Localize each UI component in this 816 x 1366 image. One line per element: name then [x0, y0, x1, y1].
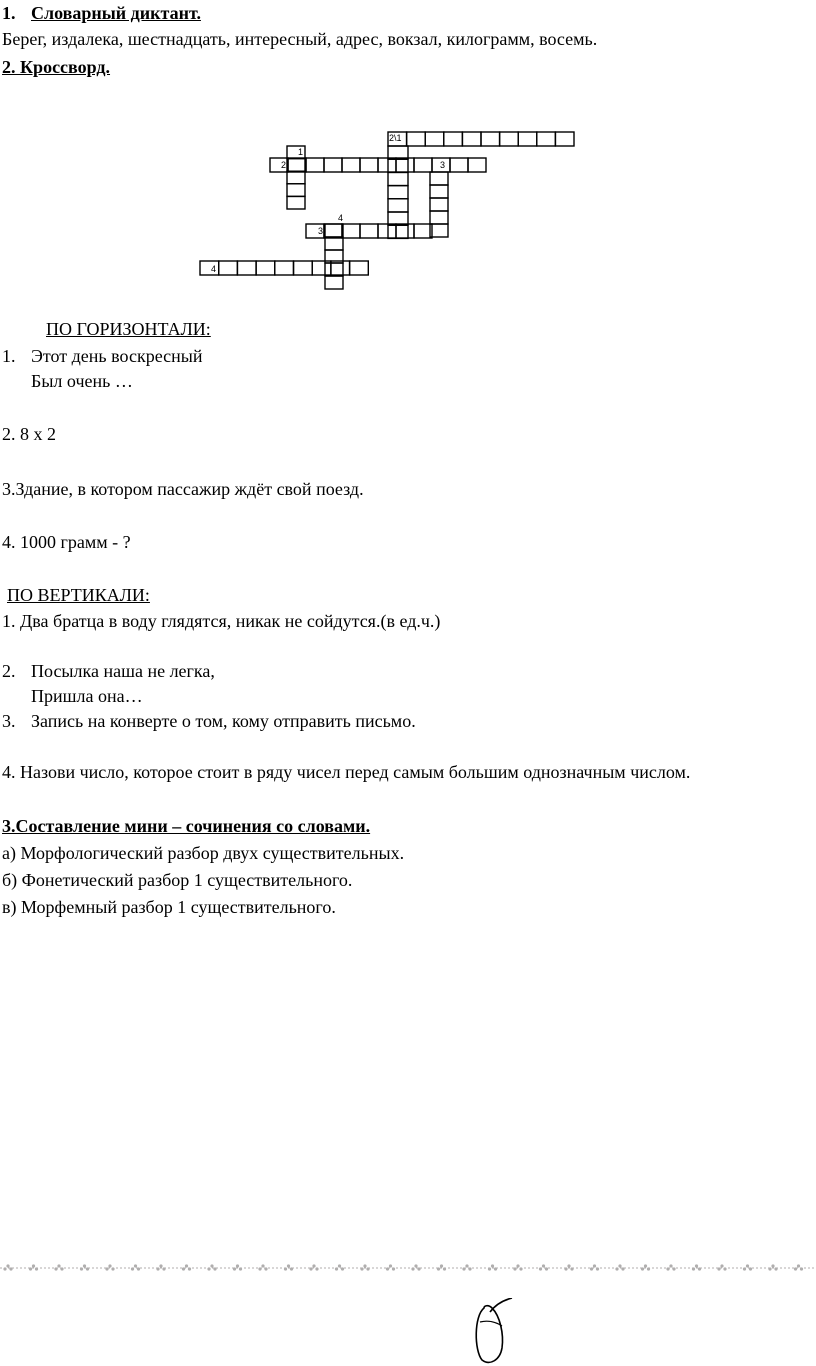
crossword-cell [287, 159, 305, 172]
crossword-cell [275, 261, 294, 275]
crossword-cell [396, 224, 414, 238]
crossword-cell [325, 224, 343, 237]
clue-number-h2: 2 [281, 160, 287, 170]
section3-item-a: а) Морфологический разбор двух существительных. [2, 843, 405, 863]
crossword-cell [325, 237, 343, 250]
vertical-clue-1: 1. Два братца в воду глядятся, никак не сойдутся.(в ед.ч.) [2, 611, 441, 631]
horizontal-clue-3: 3.Здание, в котором пассажир ждёт свой поезд. [2, 479, 364, 499]
crossword-cell [287, 184, 305, 197]
clue-number-v4: 4 [338, 213, 344, 223]
crossword-cell [388, 172, 408, 185]
vertical-clue-2 [2, 660, 215, 682]
crossword-cell [430, 198, 448, 211]
crossword-cell [388, 159, 408, 172]
crossword-cell [414, 224, 432, 238]
crossword-cell [407, 132, 426, 146]
section3-title: 3.Составление мини – сочинения со словами. [2, 816, 371, 836]
crossword-cell [287, 196, 305, 209]
crossword-cell [288, 158, 306, 172]
crossword-cell [325, 276, 343, 289]
vertical-clue-3-number: 3. [2, 711, 16, 731]
crossword-cell [388, 186, 408, 199]
handwritten-doodle [470, 1298, 530, 1366]
crossword-cell [325, 263, 343, 276]
vertical-clue-3 [2, 710, 416, 732]
horizontal-clue-1-number: 1. [2, 346, 16, 366]
crossword-cell [287, 171, 305, 184]
crossword-cell [294, 261, 313, 275]
vertical-clue-2-line1: Посылка наша не легка, [31, 661, 215, 681]
crossword-cell [378, 224, 396, 238]
vertical-clue-2-number: 2. [2, 661, 16, 681]
crossword-cell [219, 261, 238, 275]
section2-title: 2. Кроссворд. [2, 57, 111, 77]
crossword-cell [388, 199, 408, 212]
clue-number-v2-h1: 2\1 [389, 133, 402, 143]
crossword-cell [388, 225, 408, 238]
crossword-cell [256, 261, 275, 275]
crossword-cell [425, 132, 444, 146]
horizontal-clue-4: 4. 1000 грамм - ? [2, 532, 131, 552]
horizontal-clue-1 [2, 345, 202, 367]
horizontal-clue-1-line2: Был очень … [31, 371, 133, 391]
crossword-cell [360, 158, 378, 172]
crossword-cell [388, 212, 408, 225]
crossword-cell [462, 132, 481, 146]
clue-number-v3: 3 [440, 160, 446, 170]
crossword-cell [450, 158, 468, 172]
crossword-cell [360, 224, 378, 238]
horizontal-heading: ПО ГОРИЗОНТАЛИ: [46, 319, 211, 339]
crossword-cell [414, 158, 432, 172]
crossword-cell [518, 132, 537, 146]
crossword-cell [481, 132, 500, 146]
clue-number-v1: 1 [298, 147, 304, 157]
dictation-words: Берег, издалека, шестнадцать, интересный, адрес, вокзал, килограмм, восемь. [2, 29, 598, 49]
clue-number-h4: 4 [211, 264, 217, 274]
crossword-cell [388, 146, 408, 159]
crossword-cell [396, 158, 414, 172]
crossword-cell [342, 158, 360, 172]
crossword-cell [237, 261, 256, 275]
crossword-cell [306, 158, 324, 172]
crossword-cell [430, 172, 448, 185]
vertical-clue-4: 4. Назови число, которое стоит в ряду чисел перед самым большим однозначным числом. [2, 762, 691, 782]
vertical-clue-2-line2: Пришла она… [31, 686, 143, 706]
crossword-cell [555, 132, 574, 146]
crossword-cell [468, 158, 486, 172]
crossword-cell [444, 132, 463, 146]
decorative-border [0, 1258, 816, 1278]
crossword-cell [378, 158, 396, 172]
section3-item-c: в) Морфемный разбор 1 существительного. [2, 897, 336, 917]
horizontal-clue-1-line1: Этот день воскресный [31, 346, 203, 366]
section1-number: 1. [2, 3, 16, 23]
clue-number-h3: 3 [318, 226, 324, 236]
crossword-cell [324, 158, 342, 172]
crossword-cell [350, 261, 369, 275]
crossword-cell [430, 185, 448, 198]
crossword-cell [537, 132, 556, 146]
vertical-heading: ПО ВЕРТИКАЛИ: [7, 585, 150, 605]
section1-title: Словарный диктант. [31, 3, 201, 23]
crossword-cell [342, 224, 360, 238]
crossword-cell [500, 132, 519, 146]
vertical-clue-3-text: Запись на конверте о том, кому отправить письмо. [31, 711, 416, 731]
crossword-cell [430, 224, 448, 237]
crossword-cell [324, 224, 342, 238]
crossword-cell [430, 211, 448, 224]
horizontal-clue-2: 2. 8 х 2 [2, 424, 56, 444]
section3-item-b: б) Фонетический разбор 1 существительного. [2, 870, 353, 890]
crossword-grid [0, 0, 816, 300]
